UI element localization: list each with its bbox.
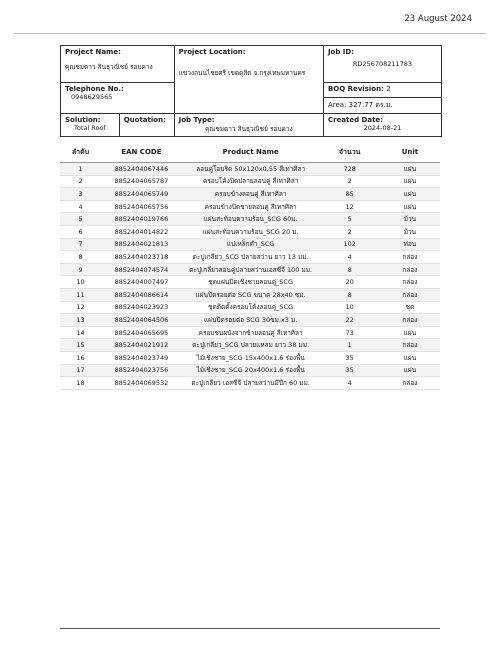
product-name: ตะปูเกลียว_SCG ปลายสว่าน ยาว 13 มม. [182, 251, 320, 264]
row-no: 5 [60, 213, 101, 226]
area-unit: ตร.ม. [375, 101, 393, 109]
quantity: 85 [320, 188, 380, 201]
job-type-label: Job Type: [178, 116, 215, 124]
product-name: ตะปูเกลียว เอสซีจี ปลายสว่านมีปีก 60 มม. [182, 377, 320, 390]
quantity: 8 [320, 263, 380, 276]
unit: กล่อง [380, 314, 440, 327]
row-no: 9 [60, 263, 101, 276]
table-row [60, 251, 440, 264]
telephone-value: 0948629565 [71, 93, 113, 101]
header-unit: Unit [380, 142, 440, 163]
quantity: 4 [320, 377, 380, 390]
project-location-cell [174, 46, 323, 114]
ean-code: 8852404023923 [101, 301, 182, 314]
product-name: ไม้เชิงชาย_SCG 15x400x1.6 ร่องพื้น [182, 351, 320, 364]
unit: ท่อน [380, 238, 440, 251]
table-row [60, 163, 440, 176]
table-row [60, 314, 440, 327]
unit: กล่อง [380, 377, 440, 390]
unit: กล่อง [380, 288, 440, 301]
product-name: ครอบข้างลอนคู่ สีเทาศิลา [182, 188, 320, 201]
unit: แผ่น [380, 200, 440, 213]
product-name: ตะปูเกลียว_SCG ปลายแหลม ยาว 38 มม. [182, 339, 320, 352]
quantity: 8 [320, 288, 380, 301]
product-name: แผ่นสะท้อนความร้อน_SCG 20 ม. [182, 225, 320, 238]
ean-code: 8852404023756 [101, 364, 182, 377]
product-table-body [60, 163, 440, 390]
created-date-cell [323, 114, 441, 137]
product-name: แผ่นสะท้อนความร้อน_SCG 60ม. [182, 213, 320, 226]
product-name: ชุดติดตั้งครอบโค้งลอนคู่_SCG [182, 301, 320, 314]
table-row [60, 188, 440, 201]
ean-code: 8852404067446 [101, 163, 182, 176]
unit: แผ่น [380, 364, 440, 377]
job-id-label: Job ID: [327, 48, 355, 56]
header-quantity: จำนวน [320, 142, 380, 163]
report-date: 23 August 2024 [404, 14, 472, 24]
unit: กล่อง [380, 339, 440, 352]
table-row [60, 175, 440, 188]
solution-cell [61, 114, 120, 137]
table-row [60, 213, 440, 226]
product-name: ครอบชนผนังจากซ้ายลอนคู่ สีเทาศิลา [182, 326, 320, 339]
ean-code: 8852404065695 [101, 326, 182, 339]
top-divider [14, 33, 486, 34]
telephone-cell [61, 83, 175, 114]
unit: แผ่น [380, 351, 440, 364]
job-type-value: คุณชมดาว สินธุวณิชย์ รอบคาง [204, 125, 293, 133]
row-no: 6 [60, 225, 101, 238]
quantity: 102 [320, 238, 380, 251]
quantity: 4 [320, 251, 380, 264]
telephone-label: Telephone No.: [65, 85, 124, 93]
row-no: 7 [60, 238, 101, 251]
ean-code: 8852404021912 [101, 339, 182, 352]
quantity: 35 [320, 351, 380, 364]
ean-code: 8852404019766 [101, 213, 182, 226]
quantity: 12 [320, 200, 380, 213]
table-row [60, 364, 440, 377]
table-row [60, 326, 440, 339]
table-row [60, 351, 440, 364]
table-row [60, 238, 440, 251]
unit: แผ่น [380, 326, 440, 339]
unit: ม้วน [380, 213, 440, 226]
header-product-name: Product Name [182, 142, 320, 163]
row-no: 4 [60, 200, 101, 213]
row-no: 11 [60, 288, 101, 301]
table-row [60, 288, 440, 301]
product-name: แปเหล็กดำ_SCG [182, 238, 320, 251]
ean-code: 8852404014822 [101, 225, 182, 238]
table-row [60, 339, 440, 352]
product-name: แผ่นปิดรอยต่อ SCG ขนาด 28x40 ซม. [182, 288, 320, 301]
quantity: 73 [320, 326, 380, 339]
row-no: 14 [60, 326, 101, 339]
unit: แผ่น [380, 175, 440, 188]
ean-code: 8852404069532 [101, 377, 182, 390]
product-table-header [60, 142, 440, 163]
quantity: 35 [320, 364, 380, 377]
row-no: 8 [60, 251, 101, 264]
row-no: 15 [60, 339, 101, 352]
boq-revision-cell [323, 83, 441, 98]
job-type-cell [174, 114, 323, 137]
row-no: 2 [60, 175, 101, 188]
ean-code: 8852404023718 [101, 251, 182, 264]
unit: ม้วน [380, 225, 440, 238]
ean-code: 8852404064506 [101, 314, 182, 327]
unit: แผ่น [380, 188, 440, 201]
table-row [60, 301, 440, 314]
solution-value: Total Roof [74, 124, 106, 132]
product-name: ครอบข้างปิดชายลอนคู่ สีเทาศิลา [182, 200, 320, 213]
area-value: 327.77 [348, 101, 374, 109]
area-label: Area: [327, 101, 347, 109]
row-no: 13 [60, 314, 101, 327]
row-no: 18 [60, 377, 101, 390]
unit: กล่อง [380, 251, 440, 264]
created-date-label: Created Date: [327, 116, 383, 124]
unit: แผ่น [380, 163, 440, 176]
ean-code: 8852404023749 [101, 351, 182, 364]
quotation-cell [119, 114, 174, 137]
quantity: 1 [320, 339, 380, 352]
ean-code: 8852404074574 [101, 263, 182, 276]
job-id-value: RD256708211783 [352, 60, 413, 68]
row-no: 3 [60, 188, 101, 201]
project-location-label: Project Location: [178, 48, 246, 56]
area-cell [323, 98, 441, 114]
product-name: ครอบโค้งปิดปลายลอนคู่ สีเทาศิลา [182, 175, 320, 188]
project-location-value: แขวงถนนไชยศรี เขตดุสิต จ.กรุงเทพมหานคร [178, 69, 306, 77]
unit: กล่อง [380, 263, 440, 276]
quantity: 20 [320, 276, 380, 289]
ean-code: 8852404086614 [101, 288, 182, 301]
product-table [60, 142, 440, 390]
ean-code: 8852404065749 [101, 188, 182, 201]
project-info-table [60, 45, 442, 137]
table-row [60, 263, 440, 276]
quantity: 728 [320, 163, 380, 176]
product-name: ไม้เชิงชาย_SCG 20x400x1.6 ร่องพื้น [182, 364, 320, 377]
product-name: ตะปูเกลียวลอนคู่ปลายสว่านเอสซีจี 100 มม. [182, 263, 320, 276]
row-no: 16 [60, 351, 101, 364]
project-name-cell [61, 46, 175, 83]
table-row [60, 276, 440, 289]
ean-code: 8852404065756 [101, 200, 182, 213]
quantity: 5 [320, 213, 380, 226]
quantity: 2 [320, 225, 380, 238]
table-row [60, 200, 440, 213]
header-ean: EAN CODE [101, 142, 182, 163]
quantity: 10 [320, 301, 380, 314]
unit: ชุด [380, 301, 440, 314]
project-name-label: Project Name: [65, 48, 121, 56]
project-name-value: คุณชมดาว สินธุวณิชย์ รอบคาง [65, 63, 153, 71]
solution-label: Solution: [65, 116, 101, 124]
row-no: 12 [60, 301, 101, 314]
row-no: 1 [60, 163, 101, 176]
unit: กล่อง [380, 276, 440, 289]
quotation-label: Quotation: [123, 116, 166, 124]
quantity: 22 [320, 314, 380, 327]
quantity: 2 [320, 175, 380, 188]
ean-code: 8852404021813 [101, 238, 182, 251]
product-name: ลอนคู่โอบริด 50x120x0.55 สีเทาศิลา [182, 163, 320, 176]
ean-code: 8852404065787 [101, 175, 182, 188]
job-id-cell [323, 46, 441, 83]
product-name: แผ่นปิดรอยต่อ SCG 30ซม.x3 ม. [182, 314, 320, 327]
row-no: 10 [60, 276, 101, 289]
bottom-divider [60, 628, 440, 629]
table-row [60, 377, 440, 390]
ean-code: 8852404007497 [101, 276, 182, 289]
row-no: 17 [60, 364, 101, 377]
product-name: ชุดแผ่นปิดเชิงชายลอนคู่_SCG [182, 276, 320, 289]
boq-revision-value: 2 [386, 85, 391, 93]
table-row [60, 225, 440, 238]
created-date-value: 2024-08-21 [363, 124, 402, 132]
boq-revision-label: BOQ Revision: [327, 85, 384, 93]
header-no: ลำดับ [60, 142, 101, 163]
